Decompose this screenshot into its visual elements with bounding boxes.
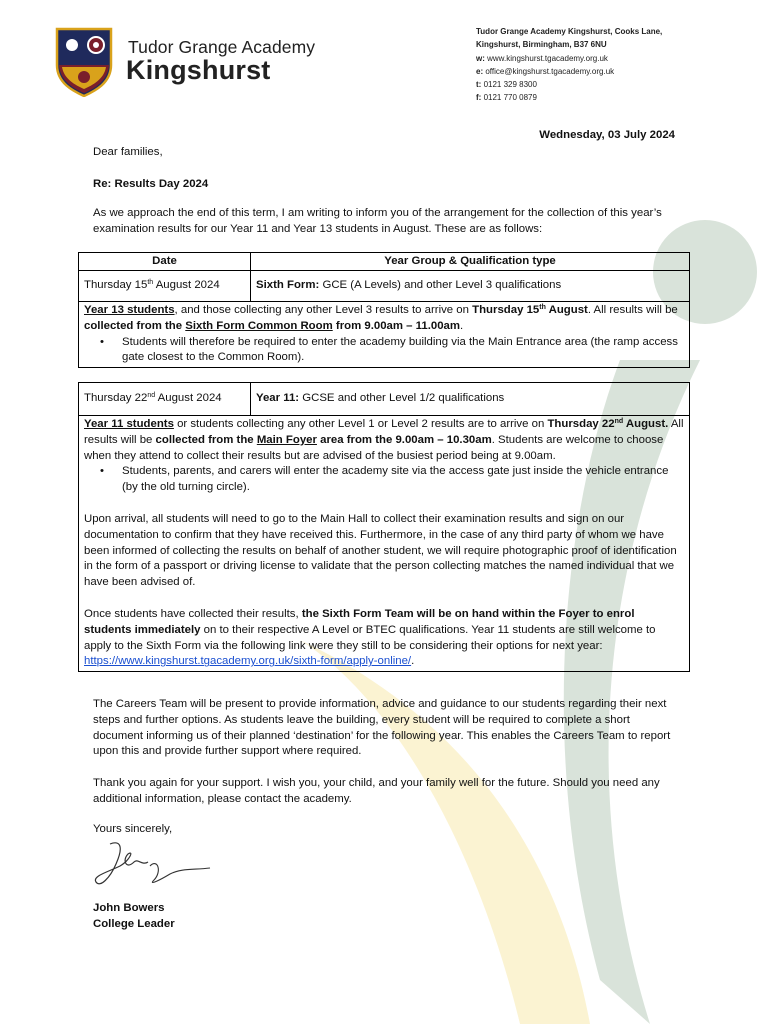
year13-details-row	[79, 302, 689, 367]
thanks-paragraph: Thank you again for your support. I wish you, your child, and your family well for the future. Should you need any additional information, please contact the academy.	[93, 776, 660, 805]
signature-icon	[90, 836, 215, 896]
year11-results-table	[78, 382, 690, 672]
year11-details	[79, 416, 689, 671]
closing-line: Yours sincerely,	[93, 823, 173, 835]
signatory-name: John Bowers	[93, 902, 165, 914]
year11-date: Thursday 22nd August 2024	[79, 383, 251, 415]
sixth-form-enrolment-paragraph: Once students have collected their results, the Sixth Form Team will be on hand within the Foyer to enrol students immediately on to their respective A Level or BTEC qualifications. Year 11 students are still welcome to apply to the Sixth Form via the following link were they still to be considering their options for next year: https://www.kingshurst.tgacademy.org.uk/sixth-form/apply-online/.	[84, 607, 656, 668]
closing-paragraphs	[93, 697, 683, 823]
table-header-row	[79, 253, 689, 271]
year11-arrival-text: Year 11 students or students collecting any other Level 1 or Level 2 results are to arrive on Thursday 22nd August. All results will be collected from the Main Foyer area from the 9.00am – 10.30am. Students are welcome to choose when they attend to collect their results but are advised of the busiest period being at 9.00am.	[84, 418, 684, 462]
intro-paragraph: As we approach the end of this term, I am writing to inform you of the arrangement for the collection of this year’s examination results for our Year 11 and Year 13 students in August. These are as follows:	[93, 207, 662, 235]
school-name: Tudor Grange Academy	[128, 37, 316, 57]
contact-website[interactable]: w: www.kingshurst.tgacademy.org.uk	[476, 53, 608, 63]
letter-date: Wednesday, 03 July 2024	[539, 129, 675, 141]
contact-block	[476, 25, 662, 105]
contact-email[interactable]: e: office@kingshurst.tgacademy.org.uk	[476, 66, 615, 76]
subject-line: Re: Results Day 2024	[93, 178, 209, 190]
signatory-role: College Leader	[93, 918, 175, 930]
year13-entry-bullet: • Students will therefore be required to enter the academy building via the Main Entrance area (the ramp access gate closest to the Common Room).	[94, 335, 684, 367]
table-row-year13	[79, 271, 689, 302]
bullet-icon: •	[100, 335, 104, 348]
year13-arrival-text: Year 13 students, and those collecting any other Level 3 results to arrive on Thursday 15th August. All results will be collected from the Sixth Form Common Room from 9.00am – 11.00am.	[84, 304, 678, 332]
school-campus: Kingshurst	[126, 55, 271, 85]
year13-results-table	[78, 252, 690, 368]
contact-phone: t: 0121 329 8300	[476, 80, 537, 90]
header-date: Date	[79, 253, 251, 270]
bullet-icon: •	[100, 465, 104, 478]
arrival-procedure-paragraph: Upon arrival, all students will need to go to the Main Hall to collect their examination results and sign on our documentation to confirm that they have received this. Furthermore, in the case of any third party of whom we have been informed of collecting the results on behalf of another student, we will require photographic proof of identification in the form of a passport or driving license to validate that the person collecting matches the named individual that we have been advised of.	[84, 512, 677, 589]
address-line-2: Kingshurst, Birmingham, B37 6NU	[476, 40, 607, 50]
year11-details-row	[79, 416, 689, 671]
address-line-1: Tudor Grange Academy Kingshurst, Cooks Lane,	[476, 27, 663, 36]
year13-details	[79, 302, 689, 367]
table-row-year11	[79, 383, 689, 416]
salutation: Dear families,	[93, 146, 163, 158]
year11-qualification: Year 11: GCSE and other Level 1/2 qualifications	[256, 392, 505, 405]
school-crest-icon	[55, 27, 113, 97]
careers-paragraph: The Careers Team will be present to provide information, advice and guidance to our students regarding their next steps and further options. As students leave the building, every student will be required to complete a short document informing us of their planned ‘destination’ for the following year. This enables the Careers Team to report upon this and provide further support where required.	[93, 698, 671, 758]
year13-qualification: Sixth Form: GCE (A Levels) and other Level 3 qualifications	[256, 279, 562, 292]
header-year-group: Year Group & Qualification type	[384, 254, 556, 267]
year13-date: Thursday 15th August 2024	[79, 271, 251, 301]
contact-fax: f: 0121 770 0879	[476, 93, 537, 103]
year11-entry-bullet: • Students, parents, and carers will enter the academy site via the access gate just inside the vehicle entrance (by the old turning circle).	[94, 464, 684, 496]
apply-online-link[interactable]: https://www.kingshurst.tgacademy.org.uk/sixth-form/apply-online/	[84, 655, 412, 668]
